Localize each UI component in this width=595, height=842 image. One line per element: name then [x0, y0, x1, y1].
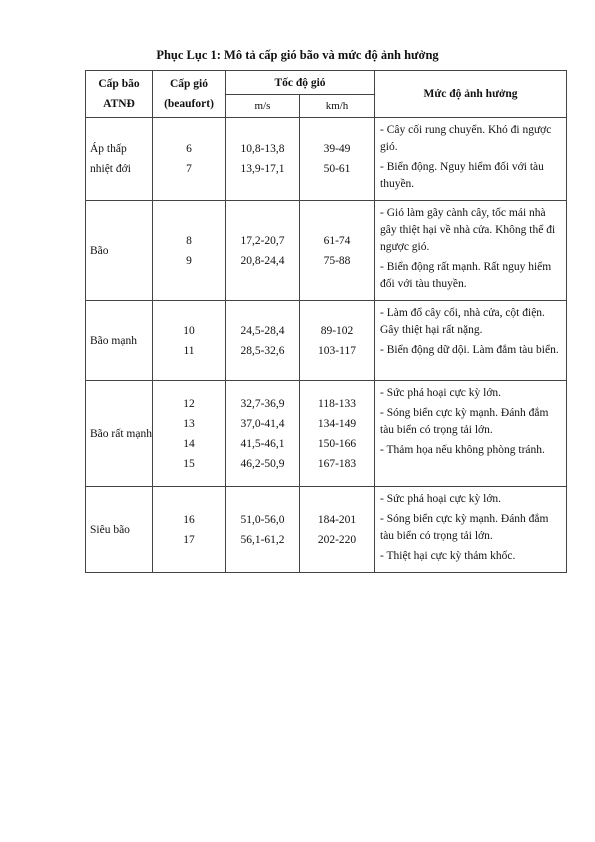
table-row: [86, 201, 567, 301]
speed-kmh-value: 103-117: [318, 344, 356, 357]
speed-ms-cell: [226, 381, 300, 487]
beaufort-value: 14: [183, 437, 195, 450]
beaufort-cell: [153, 301, 226, 381]
speed-ms-value: 32,7-36,9: [240, 397, 285, 410]
impact-cell: [375, 381, 567, 487]
impact-item: - Làm đổ cây cối, nhà cửa, cột điện. Gây thiệt hại rất nặng.: [380, 307, 545, 336]
speed-kmh-value: 184-201: [317, 513, 357, 526]
speed-kmh-value: 167-183: [317, 457, 357, 470]
speed-kmh-cell: [300, 201, 375, 301]
impact-item: - Sức phá hoại cực kỳ lớn.: [380, 493, 502, 505]
header-impact: Mức độ ảnh hưởng: [375, 71, 567, 118]
speed-ms-cell: [226, 301, 300, 381]
impact-item: - Biển động. Nguy hiểm đối với tàu thuyền.: [380, 161, 544, 190]
beaufort-value: 9: [186, 254, 192, 267]
beaufort-value: 8: [186, 234, 192, 247]
speed-kmh-value: 39-49: [323, 143, 351, 155]
storm-scale-table: [85, 70, 567, 573]
impact-item: - Sóng biển cực kỳ mạnh. Đánh đắm tàu biển có trọng tải lớn.: [380, 407, 549, 436]
impact-item: - Thiệt hại cực kỳ thảm khốc.: [380, 550, 516, 562]
impact-item: - Biển động rất mạnh. Rất nguy hiểm đối với tàu thuyền.: [380, 261, 552, 290]
beaufort-value: 10: [183, 324, 195, 337]
header-storm-level: [86, 71, 153, 118]
header-storm-level-line-2: ATNĐ: [103, 98, 135, 110]
table-row: [86, 301, 567, 381]
impact-item: - Thảm họa nếu không phòng tránh.: [380, 444, 545, 456]
beaufort-cell: [153, 118, 226, 201]
beaufort-value: 15: [183, 457, 195, 470]
table-row: [86, 381, 567, 487]
speed-kmh-value: 150-166: [317, 437, 357, 450]
header-unit-kmh: km/h: [300, 95, 375, 118]
beaufort-value: 16: [183, 513, 195, 526]
header-unit-ms: m/s: [226, 95, 300, 118]
impact-cell: [375, 301, 567, 381]
header-wind-speed: Tốc độ gió: [226, 71, 375, 95]
storm-level-cell: Bão rất mạnh: [86, 381, 153, 487]
speed-kmh-cell: [300, 118, 375, 201]
speed-ms-value: 56,1-61,2: [240, 533, 285, 546]
impact-item: - Sức phá hoại cực kỳ lớn.: [380, 387, 502, 399]
speed-ms-value: 46,2-50,9: [240, 457, 285, 470]
speed-kmh-value: 50-61: [323, 163, 351, 175]
beaufort-value: 13: [183, 417, 195, 430]
storm-level-cell: Bão: [86, 201, 153, 301]
speed-kmh-value: 118-133: [318, 397, 356, 410]
speed-ms-value: 10,8-13,8: [240, 143, 285, 155]
speed-ms-cell: [226, 118, 300, 201]
storm-level-cell: Siêu bão: [86, 487, 153, 573]
header-beaufort-line-2: (beaufort): [164, 98, 214, 110]
speed-ms-value: 28,5-32,6: [240, 344, 285, 357]
impact-cell: [375, 118, 567, 201]
beaufort-value: 6: [186, 143, 192, 155]
speed-ms-cell: [226, 487, 300, 573]
impact-item: - Biển động dữ dội. Làm đắm tàu biển.: [380, 344, 559, 356]
speed-ms-value: 24,5-28,4: [240, 324, 285, 337]
beaufort-value: 7: [186, 163, 192, 175]
speed-ms-value: 13,9-17,1: [240, 163, 285, 175]
impact-item: - Sóng biển cực kỳ mạnh. Đánh đắm tàu biển có trọng tải lớn.: [380, 513, 549, 542]
speed-ms-value: 20,8-24,4: [240, 254, 285, 267]
header-beaufort-line-1: Cấp gió: [169, 78, 209, 90]
table-header: [86, 71, 567, 118]
speed-kmh-cell: [300, 487, 375, 573]
speed-ms-value: 37,0-41,4: [240, 417, 285, 430]
speed-kmh-value: 202-220: [317, 533, 357, 546]
beaufort-value: 17: [183, 533, 195, 546]
impact-cell: [375, 201, 567, 301]
storm-level-cell: Bão mạnh: [86, 301, 153, 381]
speed-kmh-value: 89-102: [320, 324, 354, 337]
impact-cell: [375, 487, 567, 573]
table-row: [86, 487, 567, 573]
impact-item: - Cây cối rung chuyển. Khó đi ngược gió.: [380, 124, 552, 153]
speed-kmh-value: 134-149: [317, 417, 357, 430]
table-body: [86, 118, 567, 573]
beaufort-value: 12: [183, 397, 195, 410]
speed-ms-value: 51,0-56,0: [240, 513, 285, 526]
table-row: [86, 118, 567, 201]
speed-kmh-cell: [300, 301, 375, 381]
beaufort-cell: [153, 201, 226, 301]
beaufort-cell: [153, 381, 226, 487]
speed-kmh-value: 75-88: [323, 254, 351, 267]
header-beaufort: [153, 71, 226, 118]
document-title: Phục Lục 1: Mô tả cấp gió bão và mức độ ảnh hưởng: [156, 48, 439, 62]
storm-level-cell: Áp thấp nhiệt đới: [86, 118, 153, 201]
speed-kmh-cell: [300, 381, 375, 487]
beaufort-value: 11: [183, 344, 195, 357]
speed-ms-cell: [226, 201, 300, 301]
speed-kmh-value: 61-74: [323, 234, 351, 247]
speed-ms-value: 17,2-20,7: [240, 234, 285, 247]
header-storm-level-line-1: Cấp bão: [98, 78, 140, 90]
impact-item: - Gió làm gãy cành cây, tốc mái nhà gây thiệt hại về nhà cửa. Không thể đi ngược gió.: [380, 207, 556, 253]
speed-ms-value: 41,5-46,1: [240, 437, 285, 450]
beaufort-cell: [153, 487, 226, 573]
